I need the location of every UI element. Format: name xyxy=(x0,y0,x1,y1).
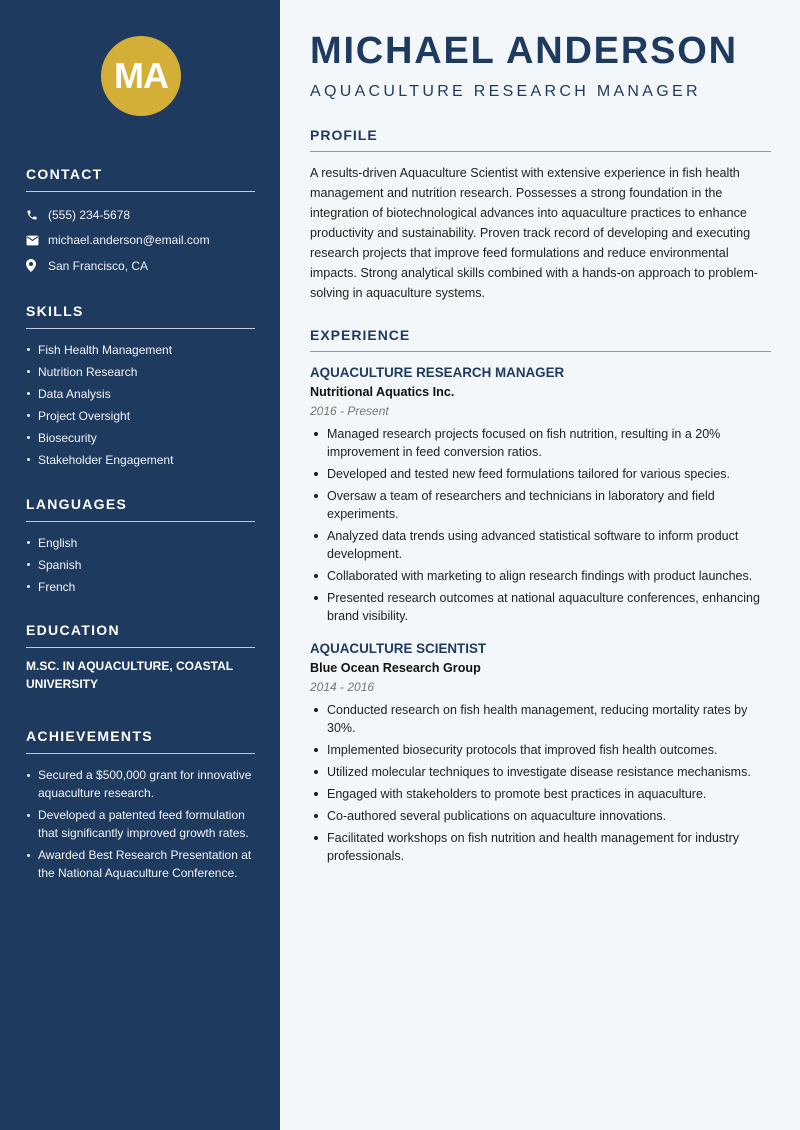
profile-text: A results-driven Aquaculture Scientist with extensive experience in fish health management and nutrition research. Possesses a strong foundation in the integration of biotechnological advances into aquaculture practices to enhance productivity and sustainability. Proven track record of developing and executing research projects that improve feed formulations and reduce environmental impacts. Strong analytical skills combined with a hands-on approach to problem-solving in aquaculture systems. xyxy=(310,166,759,300)
education-degree: M.SC. IN AQUACULTURE, COASTAL UNIVERSITY xyxy=(26,659,233,691)
experience-heading: EXPERIENCE xyxy=(310,327,771,352)
job-bullet: Engaged with stakeholders to promote best practices in aquaculture. xyxy=(310,785,771,803)
job-bullet: Co-authored several publications on aquaculture innovations. xyxy=(310,807,771,825)
job-bullet: Managed research projects focused on fish nutrition, resulting in a 20% improvement in feed conversion ratios. xyxy=(310,425,771,461)
achievement-item: Developed a patented feed formulation that significantly improved growth rates. xyxy=(26,807,255,842)
candidate-title: AQUACULTURE RESEARCH MANAGER xyxy=(310,83,701,100)
email-icon xyxy=(26,235,48,246)
languages-heading: LANGUAGES xyxy=(26,496,255,522)
languages-list xyxy=(26,532,255,598)
skills-heading: SKILLS xyxy=(26,303,255,329)
language-item: French xyxy=(26,576,255,598)
avatar-initials: MA xyxy=(114,55,168,96)
job-bullet: Developed and tested new feed formulations tailored for various species. xyxy=(310,465,771,483)
job-bullet: Implemented biosecurity protocols that improved fish health outcomes. xyxy=(310,741,771,759)
job-company: Blue Ocean Research Group xyxy=(310,661,481,675)
job-title: AQUACULTURE SCIENTIST xyxy=(310,641,487,656)
achievements-list xyxy=(26,767,255,882)
job-bullet: Conducted research on fish health management, reducing mortality rates by 30%. xyxy=(310,701,771,737)
skill-item: Fish Health Management xyxy=(26,339,255,361)
achievements-section xyxy=(26,728,255,887)
job-dates: 2016 - Present xyxy=(310,404,389,418)
phone-icon xyxy=(26,209,48,221)
job-dates: 2014 - 2016 xyxy=(310,680,375,694)
profile-heading: PROFILE xyxy=(310,127,771,152)
contact-heading: CONTACT xyxy=(26,166,255,192)
language-item: English xyxy=(26,532,255,554)
achievement-item: Secured a $500,000 grant for innovative aquaculture research. xyxy=(26,767,255,802)
contact-email xyxy=(26,228,255,254)
skills-section xyxy=(26,303,255,471)
job-bullets xyxy=(310,425,771,625)
profile-section xyxy=(310,127,771,303)
job-bullet: Utilized molecular techniques to investigate disease resistance mechanisms. xyxy=(310,763,771,781)
job-title: AQUACULTURE RESEARCH MANAGER xyxy=(310,365,565,380)
job-bullet: Analyzed data trends using advanced statistical software to inform product development. xyxy=(310,527,771,563)
contact-phone-text: (555) 234-5678 xyxy=(48,207,131,222)
job-bullets xyxy=(310,701,771,865)
skill-item: Project Oversight xyxy=(26,405,255,427)
skill-item: Stakeholder Engagement xyxy=(26,449,255,471)
avatar xyxy=(101,36,181,116)
language-item: Spanish xyxy=(26,554,255,576)
achievement-item: Awarded Best Research Presentation at the National Aquaculture Conference. xyxy=(26,847,255,882)
location-pin-icon xyxy=(26,259,48,272)
education-section xyxy=(26,622,255,693)
job-bullet: Presented research outcomes at national aquaculture conferences, enhancing brand visibility. xyxy=(310,589,771,625)
contact-location-text: San Francisco, CA xyxy=(48,258,149,273)
contact-section xyxy=(26,166,255,279)
sidebar xyxy=(0,0,280,1130)
job-bullet: Oversaw a team of researchers and technicians in laboratory and field experiments. xyxy=(310,487,771,523)
job-company: Nutritional Aquatics Inc. xyxy=(310,385,455,399)
skills-list xyxy=(26,339,255,471)
job-entry xyxy=(310,641,771,865)
education-heading: EDUCATION xyxy=(26,622,255,648)
job-bullet: Collaborated with marketing to align research findings with product launches. xyxy=(310,567,771,585)
languages-section xyxy=(26,496,255,598)
candidate-name: MICHAEL ANDERSON xyxy=(310,30,738,72)
contact-email-text[interactable]: michael.anderson@email.com xyxy=(48,233,210,248)
skill-item: Nutrition Research xyxy=(26,361,255,383)
skill-item: Data Analysis xyxy=(26,383,255,405)
experience-section xyxy=(310,327,771,869)
job-bullet: Facilitated workshops on fish nutrition and health management for industry professionals. xyxy=(310,829,771,865)
skill-item: Biosecurity xyxy=(26,427,255,449)
contact-phone xyxy=(26,202,255,228)
contact-location xyxy=(26,253,255,279)
achievements-heading: ACHIEVEMENTS xyxy=(26,728,255,754)
job-entry xyxy=(310,365,771,625)
